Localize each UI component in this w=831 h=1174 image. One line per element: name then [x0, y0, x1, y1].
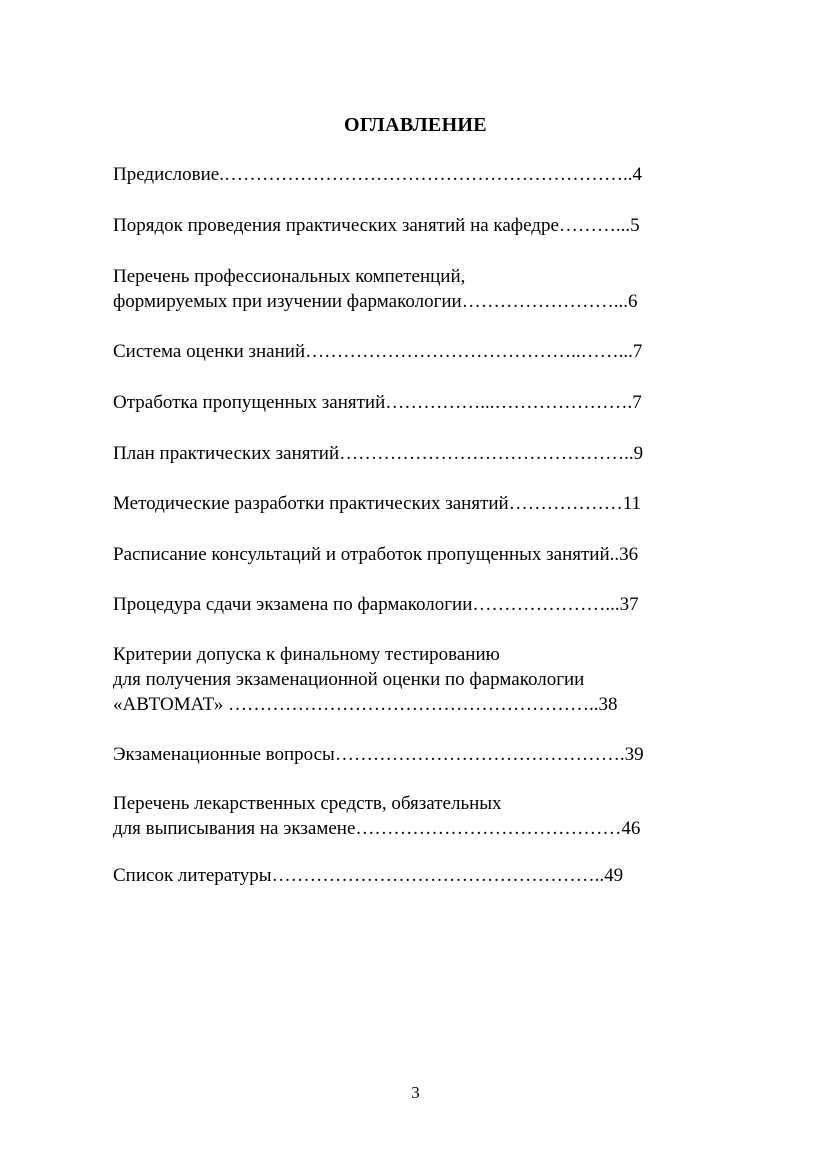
toc-entry-line: Порядок проведения практических занятий на кафедре………...5	[113, 215, 640, 236]
toc-entry-literature	[113, 863, 723, 888]
toc-entry-line: Перечень лекарственных средств, обязательных	[113, 793, 502, 814]
toc-entry-line: для выписывания на экзамене……………………………………46	[113, 818, 641, 839]
toc-entry-assessment-system	[113, 339, 723, 364]
toc-entry-line: Методические разработки практических занятий………………11	[113, 493, 642, 514]
toc-entry-line: Список литературы……………………………………………..49	[113, 865, 624, 886]
toc-entry-line: Экзаменационные вопросы……………………………………….39	[113, 744, 644, 765]
toc-entry-line: Расписание консультаций и отработок пропущенных занятий..36	[113, 544, 639, 565]
toc-entry-drug-list	[113, 791, 723, 841]
toc-entry-line: Процедура сдачи экзамена по фармакологии…………………...37	[113, 594, 639, 615]
toc-entry-line: для получения экзаменационной оценки по фармакологии	[113, 669, 585, 690]
toc-entry-admission-criteria	[113, 642, 723, 717]
toc-entry-competencies	[113, 264, 723, 314]
toc-entry-line: Отработка пропущенных занятий……………...………………….7	[113, 392, 642, 413]
toc-entry-line: формируемых при изучении фармакологии……………………...6	[113, 291, 638, 312]
toc-title: ОГЛАВЛЕНИЕ	[344, 114, 487, 136]
toc-entry-practical-order	[113, 213, 723, 238]
toc-entry-line: «АВТОМАТ» …………………………………………………..38	[113, 694, 618, 715]
toc-entry-consultation-schedule	[113, 542, 723, 567]
toc-entry-line: Предисловие.………………………………………………………..4	[113, 164, 642, 185]
toc-entry-practical-plan	[113, 441, 723, 466]
toc-entry-line: Система оценки знаний……………………………………..……...7	[113, 341, 643, 362]
toc-entry-methodical-guides	[113, 491, 723, 516]
toc-entry-missed-classes	[113, 390, 723, 415]
toc-entry-preface	[113, 162, 723, 187]
toc-entry-line: Критерии допуска к финальному тестированию	[113, 644, 500, 665]
toc-entry-exam-questions	[113, 742, 723, 767]
toc-entry-exam-procedure	[113, 592, 723, 617]
toc-entry-line: План практических занятий………………………………………..9	[113, 443, 644, 464]
toc-entry-line: Перечень профессиональных компетенций,	[113, 266, 466, 287]
page-number: 3	[411, 1083, 420, 1102]
